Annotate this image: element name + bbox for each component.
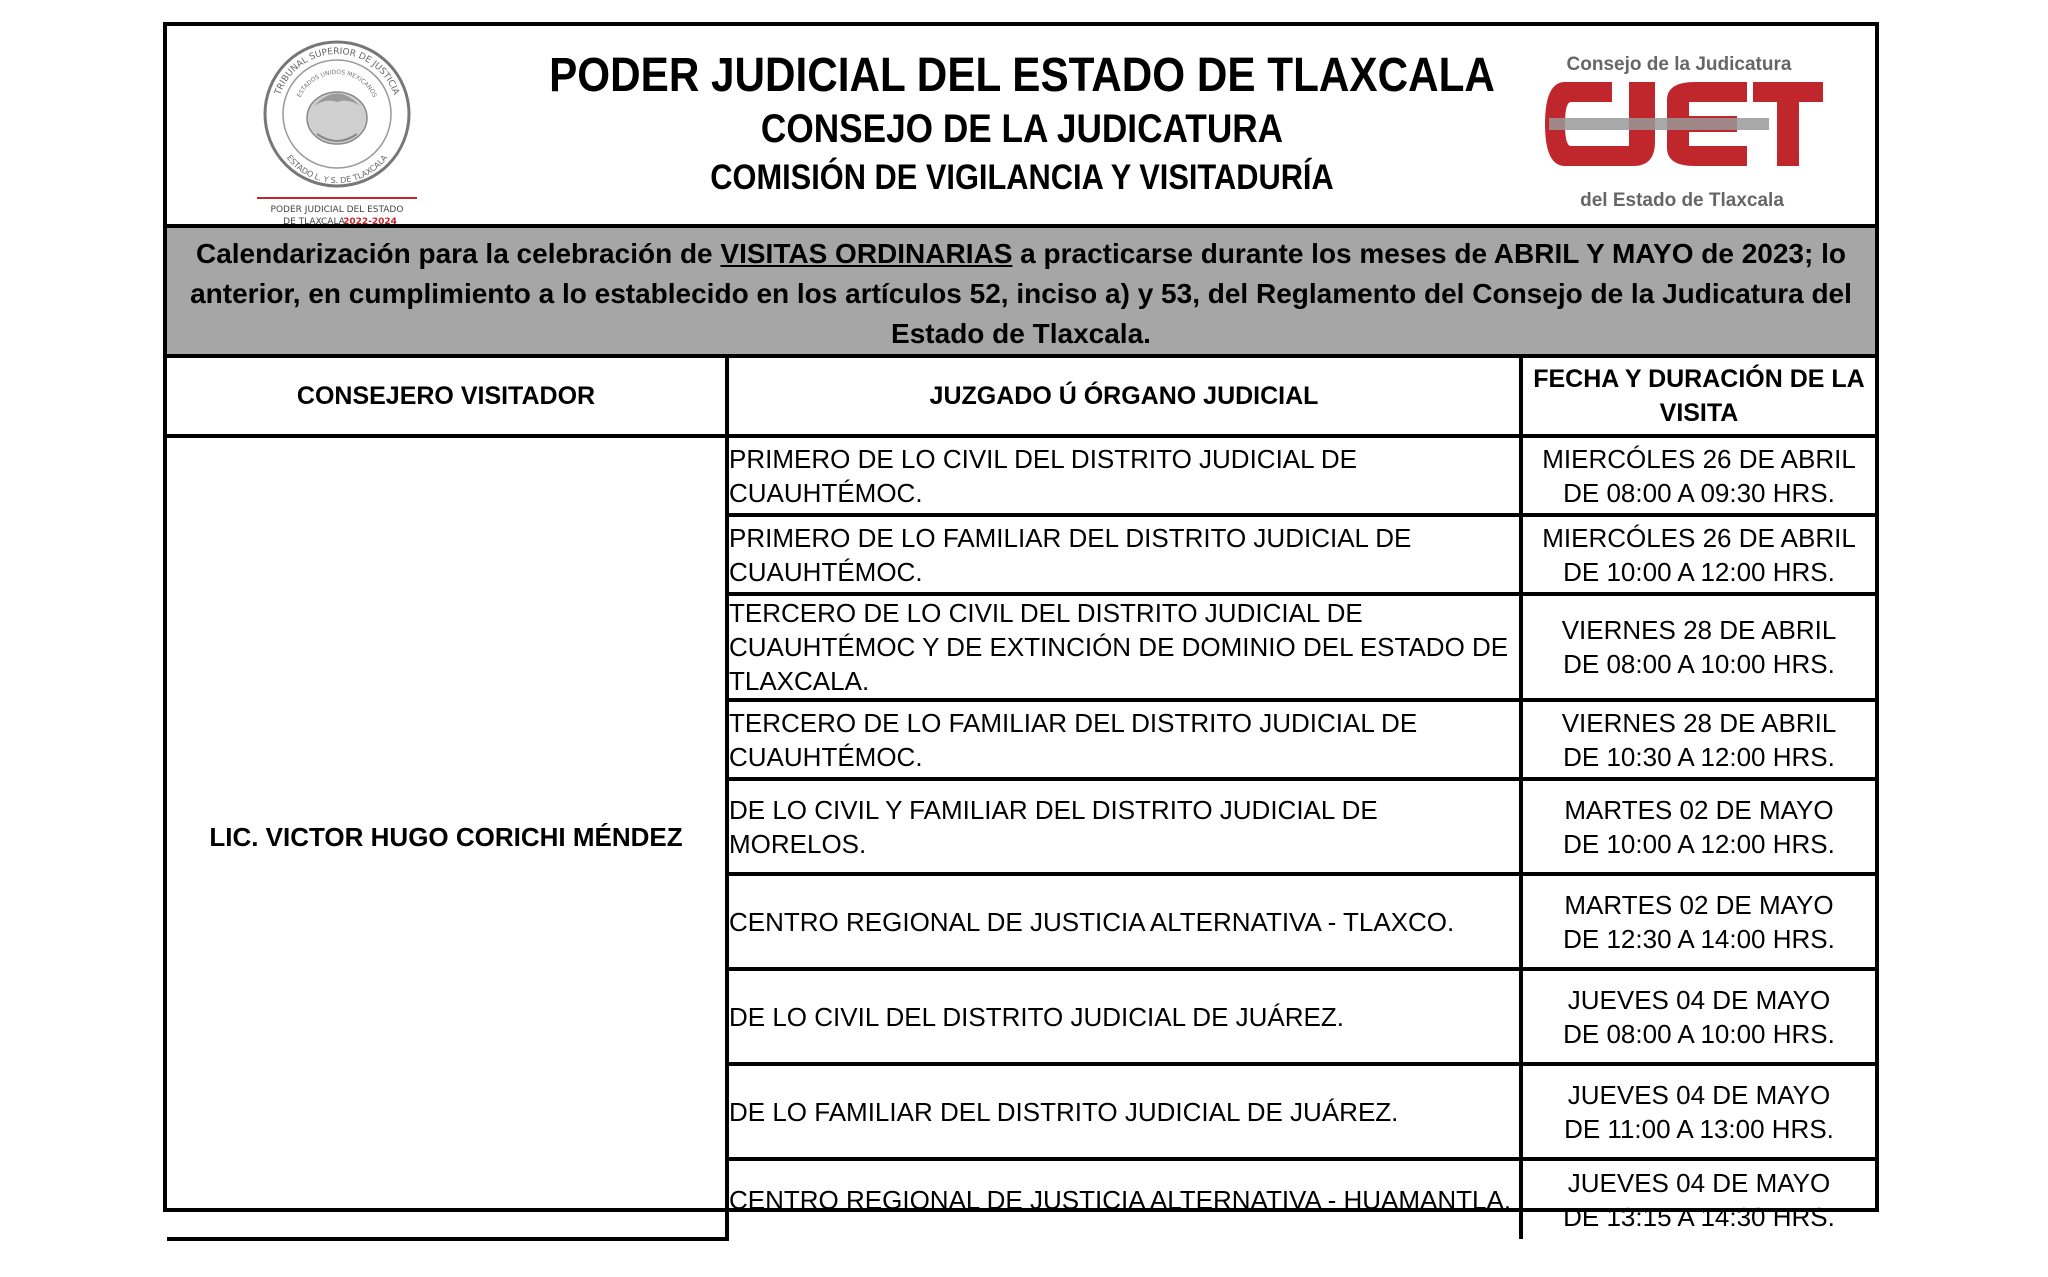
seal-caption-line1: PODER JUDICIAL DEL ESTADO <box>270 205 404 215</box>
header-consejero: CONSEJERO VISITADOR <box>167 358 727 436</box>
fecha-cell <box>1521 594 1875 700</box>
fecha-cell <box>1521 700 1875 779</box>
fecha-horario: DE 08:00 A 09:30 HRS. <box>1563 477 1835 508</box>
seal-bottom-text: ESTADO L. Y S. DE TLAXCALA <box>284 153 390 186</box>
fecha-cell <box>1521 436 1875 515</box>
fecha-cell <box>1521 874 1875 969</box>
organo-cell: CENTRO REGIONAL DE JUSTICIA ALTERNATIVA - TLAXCO. <box>727 874 1521 969</box>
fecha-horario: DE 13:15 A 14:30 HRS. <box>1563 1202 1835 1232</box>
organo-cell: DE LO CIVIL DEL DISTRITO JUDICIAL DE JUÁREZ. <box>727 969 1521 1064</box>
header-fecha: FECHA Y DURACIÓN DE LA VISITA <box>1521 358 1875 436</box>
organo-cell: DE LO CIVIL Y FAMILIAR DEL DISTRITO JUDICIAL DE MORELOS. <box>727 779 1521 874</box>
seal-caption-years: 2022-2024 <box>343 217 397 226</box>
visits-table <box>167 358 1875 1241</box>
header-titles <box>467 48 1577 202</box>
organo-cell: TERCERO DE LO FAMILIAR DEL DISTRITO JUDICIAL DE CUAUHTÉMOC. <box>727 700 1521 779</box>
fecha-day: MARTES 02 DE MAYO <box>1564 794 1834 825</box>
fecha-day: MIERCÓLES 26 DE ABRIL <box>1542 522 1856 553</box>
fecha-horario: DE 10:00 A 12:00 HRS. <box>1563 556 1835 587</box>
intro-text-part1: Calendarización para la celebración de <box>195 238 721 269</box>
organo-cell: CENTRO REGIONAL DE JUSTICIA ALTERNATIVA - HUAMANTLA. <box>727 1159 1521 1239</box>
consejo-judicatura-logo <box>1537 54 1827 214</box>
cj-logo-top-text: Consejo de la Judicatura <box>1566 54 1792 75</box>
commission-title: COMISIÓN DE VIGILANCIA Y VISITADURÍA <box>710 158 1334 197</box>
intro-text-part2: a practicarse durante los meses de ABRIL Y MAYO de 2023; lo anterior, en cumplimiento a lo establecido en los artículos 52, inciso a) y 53, del Reglamento del Consejo de la Judicatura del Estado de Tlaxcala. <box>190 238 1852 349</box>
fecha-day: VIERNES 28 DE ABRIL <box>1561 707 1837 738</box>
seal-ring-text: TRIBUNAL SUPERIOR DE JUSTICIA <box>273 46 401 97</box>
fecha-horario: DE 10:00 A 12:00 HRS. <box>1563 828 1835 859</box>
consejero-visitador-cell: LIC. VICTOR HUGO CORICHI MÉNDEZ <box>167 436 727 1239</box>
document-header <box>167 26 1875 228</box>
table-header-row <box>167 358 1875 436</box>
fecha-horario: DE 10:30 A 12:00 HRS. <box>1563 741 1835 772</box>
cj-logo-bottom-text: del Estado de Tlaxcala <box>1580 190 1784 211</box>
intro-underlined-text: VISITAS ORDINARIAS <box>720 238 1013 269</box>
organo-cell: PRIMERO DE LO FAMILIAR DEL DISTRITO JUDICIAL DE CUAUHTÉMOC. <box>727 515 1521 594</box>
table-row <box>167 436 1875 515</box>
fecha-horario: DE 08:00 A 10:00 HRS. <box>1563 1018 1835 1049</box>
fecha-horario: DE 08:00 A 10:00 HRS. <box>1563 649 1835 679</box>
fecha-cell <box>1521 779 1875 874</box>
fecha-day: VIERNES 28 DE ABRIL <box>1561 615 1837 645</box>
fecha-cell <box>1521 1064 1875 1159</box>
judicial-seal-logo <box>252 36 422 226</box>
fecha-cell <box>1521 969 1875 1064</box>
organo-cell: DE LO FAMILIAR DEL DISTRITO JUDICIAL DE JUÁREZ. <box>727 1064 1521 1159</box>
intro-paragraph <box>167 228 1875 358</box>
document-frame <box>163 22 1879 1232</box>
seal-inner-text: ESTADOS UNIDOS MEXICANOS <box>295 68 379 99</box>
fecha-cell <box>1521 515 1875 594</box>
organo-cell: PRIMERO DE LO CIVIL DEL DISTRITO JUDICIAL DE CUAUHTÉMOC. <box>727 436 1521 515</box>
fecha-day: JUEVES 04 DE MAYO <box>1567 984 1831 1015</box>
fecha-horario: DE 11:00 A 13:00 HRS. <box>1564 1113 1834 1144</box>
fecha-day: MARTES 02 DE MAYO <box>1564 889 1834 920</box>
svg-text:ESTADO L. Y S. DE TLAXCALA <box>285 153 390 185</box>
organo-cell: TERCERO DE LO CIVIL DEL DISTRITO JUDICIAL DE CUAUHTÉMOC Y DE EXTINCIÓN DE DOMINIO DEL ESTADO DE TLAXCALA. <box>727 594 1521 700</box>
fecha-day: JUEVES 04 DE MAYO <box>1567 1079 1831 1110</box>
page-title: PODER JUDICIAL DEL ESTADO DE TLAXCALA <box>549 49 1495 102</box>
seal-caption-line2: DE TLAXCALA <box>283 217 345 226</box>
fecha-cell <box>1521 1159 1875 1239</box>
page-subtitle: CONSEJO DE LA JUDICATURA <box>760 107 1284 151</box>
fecha-day: JUEVES 04 DE MAYO <box>1567 1168 1831 1198</box>
fecha-day: MIERCÓLES 26 DE ABRIL <box>1542 443 1856 474</box>
fecha-horario: DE 12:30 A 14:00 HRS. <box>1563 923 1835 954</box>
header-organo: JUZGADO Ú ÓRGANO JUDICIAL <box>727 358 1521 436</box>
